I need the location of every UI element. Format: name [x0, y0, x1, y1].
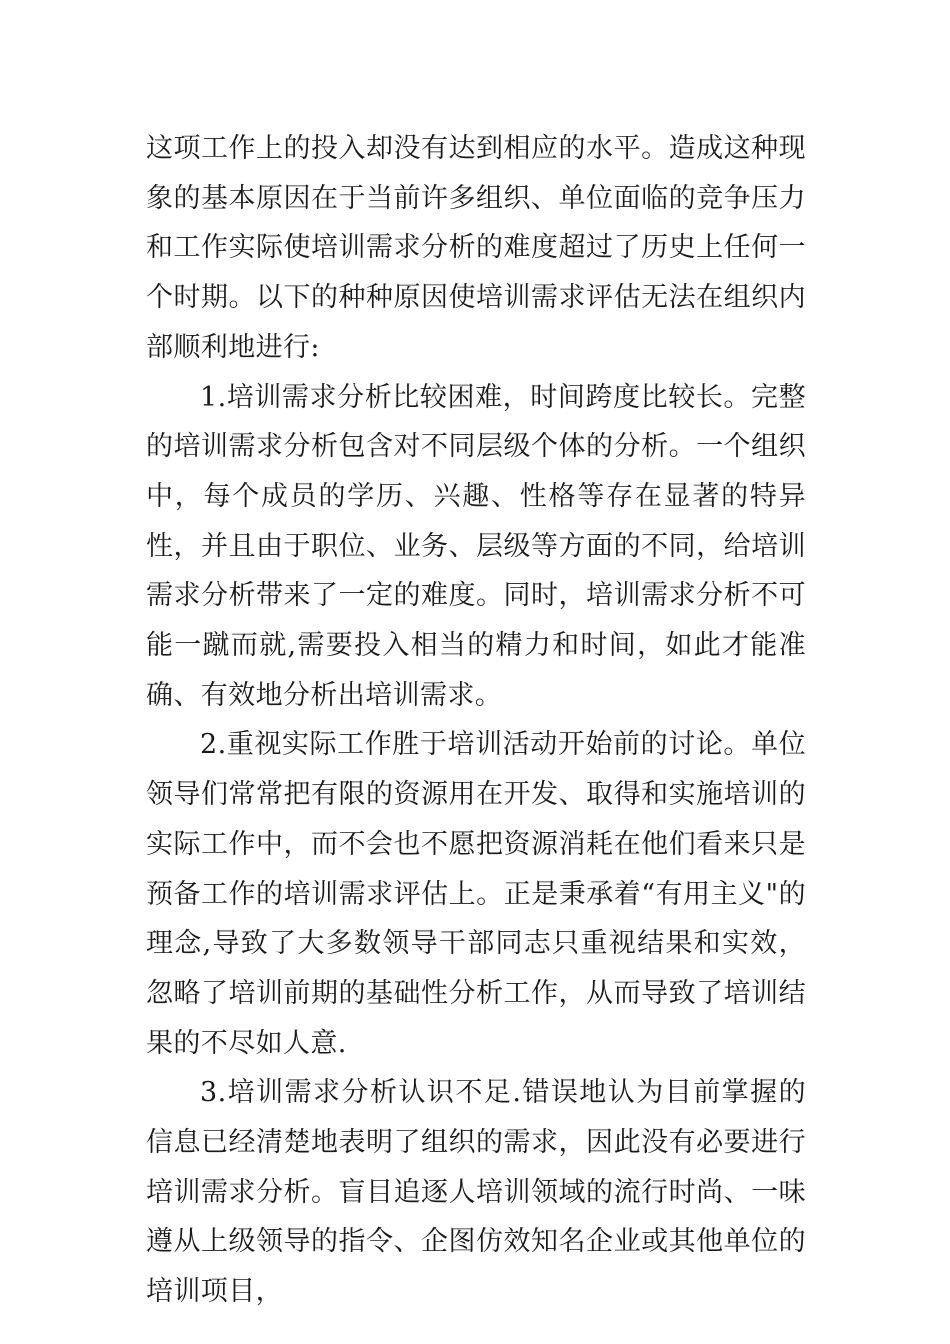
paragraph-point-1: 1.培训需求分析比较困难，时间跨度比较长。完整的培训需求分析包含对不同层级个体的分析。一个组织中，每个成员的学历、兴趣、性格等存在显著的特异性，并且由于职位、业务、层级等方面的不同，给培训需求分析带来了一定的难度。同时，培训需求分析不可能一蹴而就,需要投入相当的精力和时间，如此才能准确、有效地分析出培训需求。 — [146, 381, 806, 711]
document-body — [146, 124, 806, 1317]
paragraph-point-2: 2.重视实际工作胜于培训活动开始前的讨论。单位领导们常常把有限的资源用在开发、取得和实施培训的实际工作中，而不会也不愿把资源消耗在他们看来只是预备工作的培训需求评估上。正是秉承着“有用主义"的理念,导致了大多数领导干部同志只重视结果和实效，忽略了培训前期的基础性分析工作，从而导致了培训结果的不尽如人意. — [146, 729, 806, 1059]
paragraph-continuation: 这项工作上的投入却没有达到相应的水平。造成这种现象的基本原因在于当前许多组织、单位面临的竞争压力和工作实际使培训需求分析的难度超过了历史上任何一个时期。以下的种种原因使培训需求评估无法在组织内部顺利地进行: — [146, 133, 806, 363]
paragraph-point-3: 3.培训需求分析认识不足.错误地认为目前掌握的信息已经清楚地表明了组织的需求，因此没有必要进行培训需求分析。盲目追逐人培训领域的流行时尚、一味遵从上级领导的指令、企图仿效知名企业或其他单位的培训项目， — [146, 1077, 806, 1308]
